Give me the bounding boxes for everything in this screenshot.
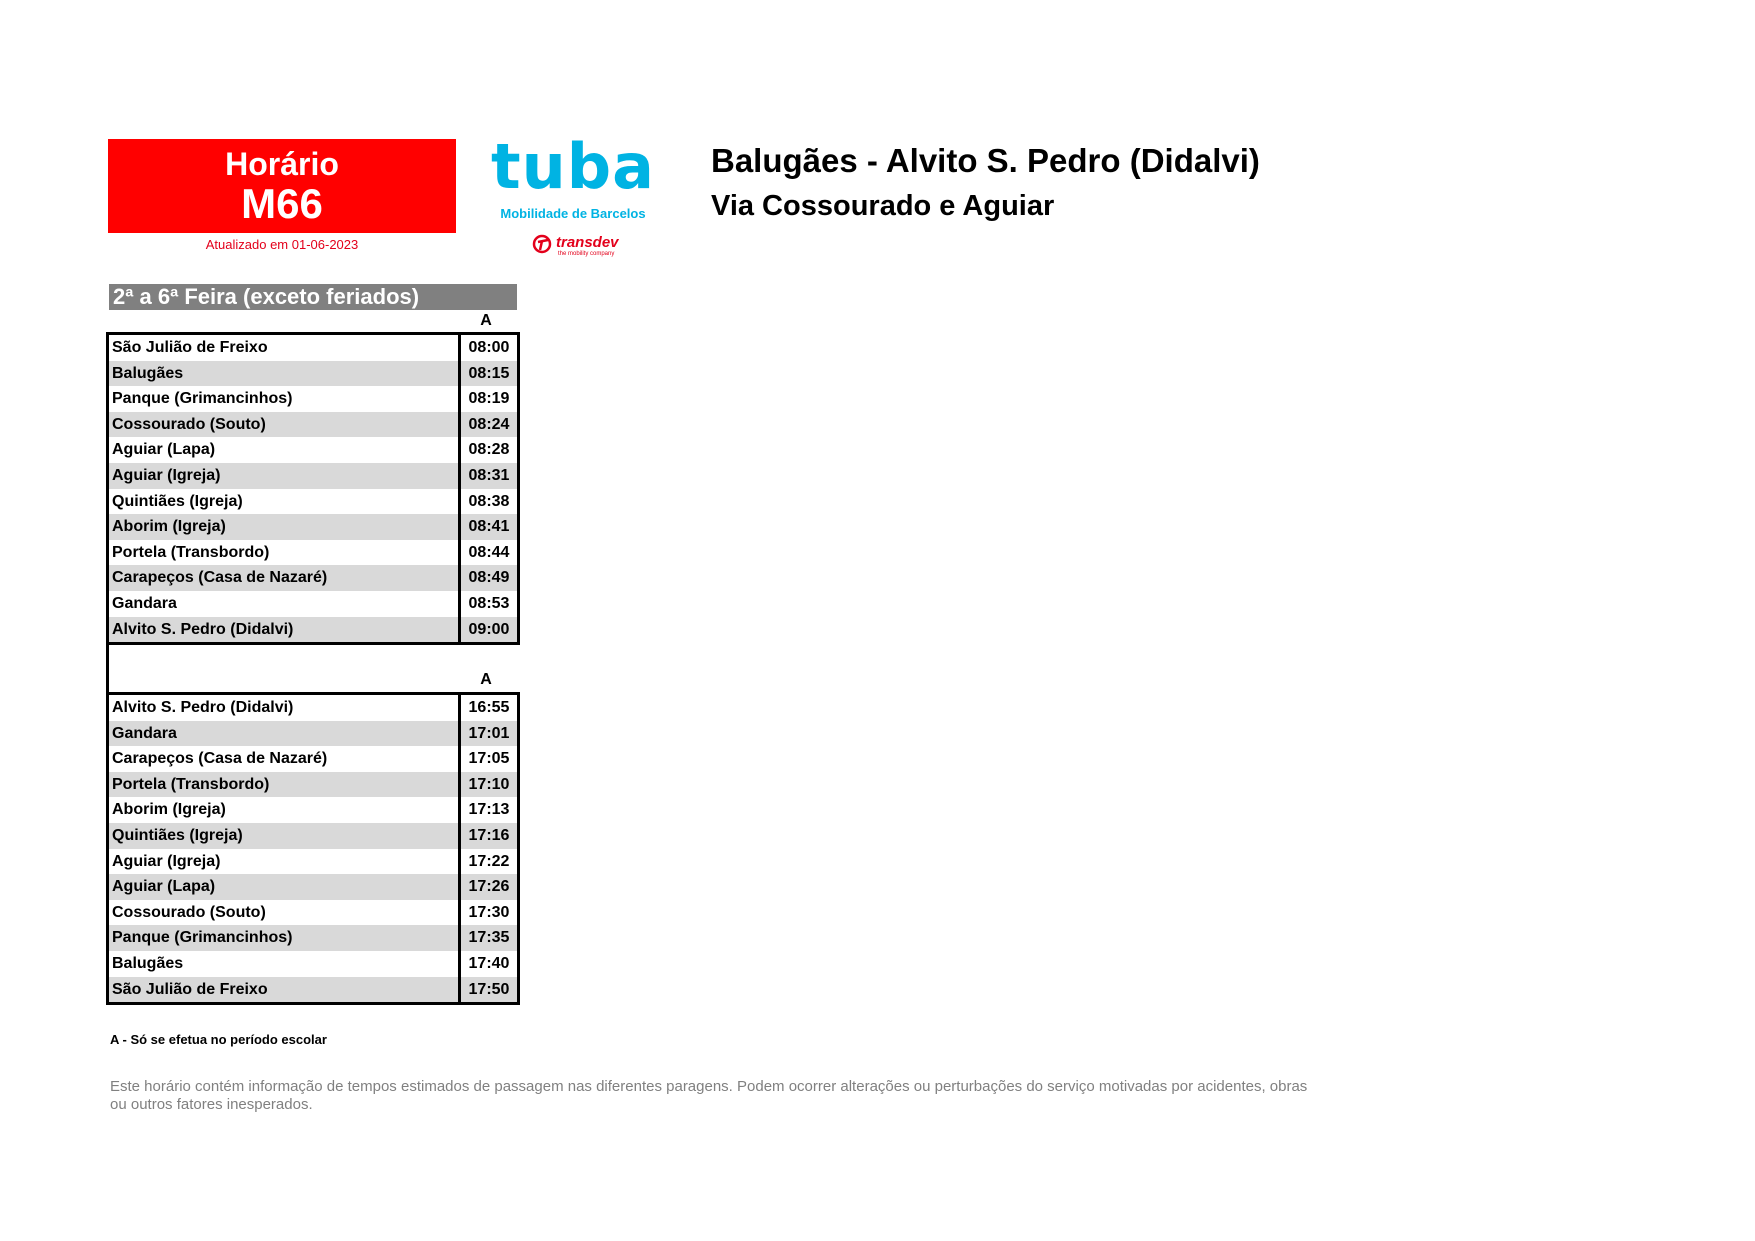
stop-name: Aborim (Igreja) xyxy=(112,518,226,536)
brand-subtitle: Mobilidade de Barcelos xyxy=(500,206,646,221)
departure-time: 17:26 xyxy=(458,874,517,900)
departure-time: 08:41 xyxy=(458,514,517,540)
departure-time: 17:01 xyxy=(458,721,517,747)
departure-time: 08:28 xyxy=(458,437,517,463)
table-row xyxy=(109,823,517,849)
day-type-bar: 2ª a 6ª Feira (exceto feriados) xyxy=(109,284,517,310)
disclaimer-text: Este horário contém informação de tempos estimados de passagem nas diferentes paragens. Podem ocorrer alterações ou perturbações do serviço motivadas por acidentes, obras ou outros fatores inesperados. xyxy=(110,1078,1308,1113)
table-row xyxy=(109,540,517,566)
table-row xyxy=(109,746,517,772)
table-row xyxy=(109,386,517,412)
stop-name: Carapeços (Casa de Nazaré) xyxy=(112,750,328,768)
timetable-header xyxy=(108,139,456,233)
departure-time: 08:49 xyxy=(458,565,517,591)
departure-time: 17:40 xyxy=(458,951,517,977)
table-row xyxy=(109,797,517,823)
header-label: Horário xyxy=(225,146,339,182)
departure-time: 17:22 xyxy=(458,849,517,875)
stop-name: Quintiães (Igreja) xyxy=(112,826,243,844)
departure-time: 08:53 xyxy=(458,591,517,617)
transdev-icon xyxy=(532,234,552,254)
departure-time: 17:35 xyxy=(458,925,517,951)
table-row xyxy=(109,591,517,617)
table-row xyxy=(109,695,517,721)
table-row xyxy=(109,463,517,489)
departure-time: 08:15 xyxy=(458,361,517,387)
stop-name: Alvito S. Pedro (Didalvi) xyxy=(112,699,294,716)
return-schedule-table xyxy=(106,692,520,1005)
legend-note: A - Só se efetua no período escolar xyxy=(110,1032,327,1047)
stop-name: Aguiar (Igreja) xyxy=(112,852,221,870)
line-number: M66 xyxy=(241,180,323,227)
stop-name: Balugães xyxy=(112,954,184,972)
departure-time: 16:55 xyxy=(458,695,517,721)
stop-name: Panque (Grimancinhos) xyxy=(112,929,293,947)
table-row xyxy=(109,335,517,361)
stop-name: Cossourado (Souto) xyxy=(112,415,266,433)
table-row xyxy=(109,951,517,977)
outbound-schedule-table xyxy=(106,332,520,645)
table-row xyxy=(109,977,517,1003)
table-row xyxy=(109,361,517,387)
departure-time: 08:44 xyxy=(458,540,517,566)
table-row xyxy=(109,617,517,643)
table-row xyxy=(109,925,517,951)
stop-name: São Julião de Freixo xyxy=(112,339,268,356)
updated-date: Atualizado em 01-06-2023 xyxy=(205,237,359,252)
table-row xyxy=(109,437,517,463)
table-row xyxy=(109,874,517,900)
stop-name: São Julião de Freixo xyxy=(112,980,268,998)
departure-time: 09:00 xyxy=(458,617,517,643)
departure-time: 08:00 xyxy=(458,335,517,361)
table-row xyxy=(109,514,517,540)
return-column-header: A xyxy=(480,671,492,688)
table-divider xyxy=(106,643,109,695)
stop-name: Portela (Transbordo) xyxy=(112,775,270,793)
stop-name: Aguiar (Lapa) xyxy=(112,878,216,896)
stop-name: Quintiães (Igreja) xyxy=(112,492,243,510)
tuba-logo xyxy=(468,130,678,265)
stop-name: Alvito S. Pedro (Didalvi) xyxy=(112,620,294,638)
departure-time: 08:24 xyxy=(458,412,517,438)
stop-name: Gandara xyxy=(112,594,177,612)
table-row xyxy=(109,849,517,875)
route-via: Via Cossourado e Aguiar xyxy=(711,190,1055,222)
departure-time: 17:05 xyxy=(458,746,517,772)
departure-time: 17:10 xyxy=(458,772,517,798)
route-title: Balugães - Alvito S. Pedro (Didalvi) xyxy=(711,142,1260,179)
stop-name: Cossourado (Souto) xyxy=(112,903,266,921)
stop-name: Aguiar (Igreja) xyxy=(112,466,221,484)
partner-tagline: the mobility company xyxy=(558,251,615,257)
table-row xyxy=(109,412,517,438)
table-row xyxy=(109,721,517,747)
departure-time: 17:16 xyxy=(458,823,517,849)
transdev-logo xyxy=(532,234,642,260)
table-row xyxy=(109,489,517,515)
stop-name: Panque (Grimancinhos) xyxy=(112,390,293,408)
stop-name: Gandara xyxy=(112,724,177,742)
departure-time: 17:30 xyxy=(458,900,517,926)
stop-name: Aborim (Igreja) xyxy=(112,801,226,819)
departure-time: 08:31 xyxy=(458,463,517,489)
stop-name: Balugães xyxy=(112,364,184,382)
stop-name: Aguiar (Lapa) xyxy=(112,441,216,459)
stop-name: Portela (Transbordo) xyxy=(112,543,270,561)
outbound-column-header: A xyxy=(480,312,492,329)
departure-time: 08:19 xyxy=(458,386,517,412)
table-row xyxy=(109,772,517,798)
brand-wordmark: tuba xyxy=(491,130,655,203)
departure-time: 17:13 xyxy=(458,797,517,823)
stop-name: Carapeços (Casa de Nazaré) xyxy=(112,569,328,587)
table-row xyxy=(109,900,517,926)
table-row xyxy=(109,565,517,591)
partner-wordmark: transdev xyxy=(556,234,619,251)
departure-time: 17:50 xyxy=(458,977,517,1003)
departure-time: 08:38 xyxy=(458,489,517,515)
